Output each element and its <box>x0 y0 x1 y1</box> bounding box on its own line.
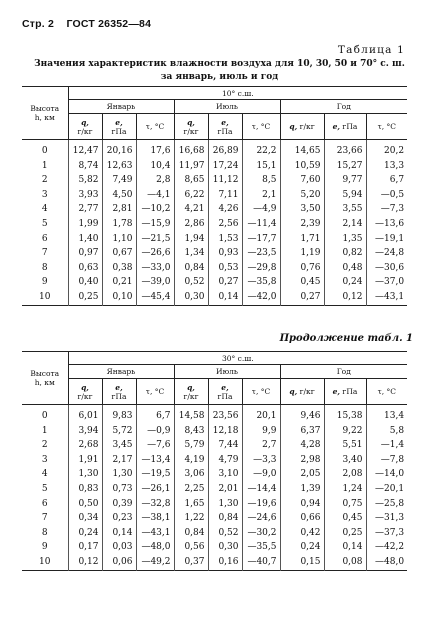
value-cell: —26,6 <box>136 246 174 261</box>
value-cell: 1,53 <box>208 232 242 247</box>
value-cell: 8,74 <box>68 159 102 174</box>
value-cell: —26,1 <box>136 482 174 497</box>
col-tau-year: τ, °С <box>366 114 407 140</box>
value-cell: —33,0 <box>136 261 174 276</box>
height-cell: 10 <box>39 556 51 567</box>
height-cell: 7 <box>41 513 48 524</box>
group-january: Январь <box>68 100 174 114</box>
table-row <box>22 453 407 468</box>
value-cell: 3,40 <box>324 453 366 468</box>
height-cell: 5 <box>41 483 48 494</box>
value-cell: —45,4 <box>136 290 174 305</box>
col-q-jul: q, г/кг <box>174 379 208 405</box>
value-cell: 0,84 <box>174 526 208 541</box>
value-cell: 5,94 <box>324 188 366 203</box>
group-july: Июль <box>174 100 280 114</box>
value-cell: 8,43 <box>174 424 208 439</box>
value-cell: 3,94 <box>68 424 102 439</box>
value-cell: —29,8 <box>242 261 280 276</box>
table-row <box>22 173 407 188</box>
height-cell: 2 <box>41 175 48 186</box>
value-cell: 0,38 <box>102 261 136 276</box>
value-cell: —35,5 <box>242 540 280 555</box>
value-cell: 6,7 <box>136 405 174 424</box>
value-cell: 1,22 <box>174 511 208 526</box>
value-cell: —19,1 <box>366 232 407 247</box>
value-cell: —37,3 <box>366 526 407 541</box>
value-cell: —31,3 <box>366 511 407 526</box>
col-e-year: e, гПа <box>324 114 366 140</box>
value-cell: —24,8 <box>366 246 407 261</box>
value-cell: 2,01 <box>208 482 242 497</box>
value-cell: 22,2 <box>242 140 280 159</box>
value-cell: —19,5 <box>136 467 174 482</box>
value-cell: 0,12 <box>68 555 102 570</box>
height-cell: 1 <box>41 425 48 436</box>
value-cell: 2,7 <box>242 438 280 453</box>
value-cell: 0,83 <box>68 482 102 497</box>
table-row <box>22 405 407 424</box>
value-cell: 0,50 <box>68 497 102 512</box>
value-cell: —24,6 <box>242 511 280 526</box>
value-cell: 2,98 <box>280 453 324 468</box>
value-cell: 10,4 <box>136 159 174 174</box>
value-cell: —0,5 <box>366 188 407 203</box>
table-row <box>22 482 407 497</box>
value-cell: —11,4 <box>242 217 280 232</box>
col-tau-jan: τ, °С <box>136 379 174 405</box>
value-cell: —14,0 <box>366 467 407 482</box>
value-cell: —10,2 <box>136 202 174 217</box>
value-cell: —19,6 <box>242 497 280 512</box>
value-cell: —7,3 <box>366 202 407 217</box>
value-cell: 4,26 <box>208 202 242 217</box>
value-cell: 1,78 <box>102 217 136 232</box>
value-cell: 26,89 <box>208 140 242 159</box>
value-cell: 0,94 <box>280 497 324 512</box>
value-cell: 9,46 <box>280 405 324 424</box>
height-cell: 0 <box>41 146 48 156</box>
value-cell: —30,2 <box>242 526 280 541</box>
value-cell: 0,25 <box>68 290 102 305</box>
table-row <box>22 246 407 261</box>
value-cell: —1,4 <box>366 438 407 453</box>
value-cell: 0,14 <box>208 290 242 305</box>
value-cell: —3,3 <box>242 453 280 468</box>
value-cell: 0,12 <box>324 290 366 305</box>
value-cell: 0,23 <box>102 511 136 526</box>
value-cell: —0,9 <box>136 424 174 439</box>
value-cell: —37,0 <box>366 275 407 290</box>
value-cell: —7,8 <box>366 453 407 468</box>
value-cell: —49,2 <box>136 555 174 570</box>
col-tau-jul: τ, °С <box>242 114 280 140</box>
value-cell: 0,84 <box>208 511 242 526</box>
value-cell: —17,7 <box>242 232 280 247</box>
col-q-jan: q, г/кг <box>68 114 102 140</box>
value-cell: 5,79 <box>174 438 208 453</box>
value-cell: 0,14 <box>324 540 366 555</box>
value-cell: —32,8 <box>136 497 174 512</box>
value-cell: —48,0 <box>136 540 174 555</box>
height-cell: 8 <box>41 527 48 538</box>
value-cell: 4,50 <box>102 188 136 203</box>
value-cell: 1,91 <box>68 453 102 468</box>
col-q-year: q, г/кг <box>280 379 324 405</box>
value-cell: 2,14 <box>324 217 366 232</box>
col-e-jul: e, гПа <box>208 379 242 405</box>
value-cell: 6,22 <box>174 188 208 203</box>
value-cell: 1,30 <box>102 467 136 482</box>
value-cell: 0,75 <box>324 497 366 512</box>
value-cell: 0,30 <box>174 290 208 305</box>
value-cell: 0,37 <box>174 555 208 570</box>
table-row <box>22 275 407 290</box>
value-cell: 10,59 <box>280 159 324 174</box>
value-cell: 0,66 <box>280 511 324 526</box>
height-cell: 0 <box>41 411 48 421</box>
value-cell: 16,68 <box>174 140 208 159</box>
value-cell: —39,0 <box>136 275 174 290</box>
value-cell: 3,06 <box>174 467 208 482</box>
height-cell: 10 <box>39 291 51 302</box>
value-cell: 0,24 <box>280 540 324 555</box>
value-cell: —43,1 <box>136 526 174 541</box>
value-cell: 0,52 <box>208 526 242 541</box>
value-cell: 3,55 <box>324 202 366 217</box>
height-cell: 6 <box>41 498 48 509</box>
value-cell: —13,4 <box>136 453 174 468</box>
height-cell: 2 <box>41 440 48 451</box>
table-row <box>22 526 407 541</box>
value-cell: 0,45 <box>324 511 366 526</box>
value-cell: —30,6 <box>366 261 407 276</box>
value-cell: 4,28 <box>280 438 324 453</box>
value-cell: 9,83 <box>102 405 136 424</box>
value-cell: 1,35 <box>324 232 366 247</box>
group-july: Июль <box>174 365 280 379</box>
value-cell: —20,1 <box>366 482 407 497</box>
group-year: Год <box>280 365 407 379</box>
value-cell: 2,81 <box>102 202 136 217</box>
value-cell: 8,65 <box>174 173 208 188</box>
height-header: Высота h, км <box>22 352 68 405</box>
value-cell: 0,42 <box>280 526 324 541</box>
value-cell: 20,16 <box>102 140 136 159</box>
table-row <box>22 159 407 174</box>
value-cell: 0,63 <box>68 261 102 276</box>
table-row <box>22 140 407 159</box>
value-cell: 4,79 <box>208 453 242 468</box>
value-cell: —4,1 <box>136 188 174 203</box>
table-row <box>22 467 407 482</box>
value-cell: 0,17 <box>68 540 102 555</box>
standard-number: ГОСТ 26352—84 <box>66 18 152 30</box>
col-e-jan: e, гПа <box>102 114 136 140</box>
value-cell: 0,14 <box>102 526 136 541</box>
height-cell: 1 <box>41 160 48 171</box>
value-cell: 9,77 <box>324 173 366 188</box>
value-cell: 1,19 <box>280 246 324 261</box>
table-row <box>22 540 407 555</box>
table-row <box>22 188 407 203</box>
value-cell: 2,1 <box>242 188 280 203</box>
value-cell: 0,93 <box>208 246 242 261</box>
height-cell: 8 <box>41 262 48 273</box>
value-cell: 17,6 <box>136 140 174 159</box>
value-cell: 2,77 <box>68 202 102 217</box>
value-cell: 7,49 <box>102 173 136 188</box>
col-e-year: e, гПа <box>324 379 366 405</box>
value-cell: —35,8 <box>242 275 280 290</box>
height-cell: 4 <box>41 469 48 480</box>
value-cell: 17,24 <box>208 159 242 174</box>
table-caption <box>0 58 439 84</box>
value-cell: 0,82 <box>324 246 366 261</box>
value-cell: 5,72 <box>102 424 136 439</box>
value-cell: 0,21 <box>102 275 136 290</box>
height-cell: 9 <box>41 542 48 553</box>
value-cell: —40,7 <box>242 555 280 570</box>
value-cell: 11,97 <box>174 159 208 174</box>
height-cell: 9 <box>41 277 48 288</box>
group-january: Январь <box>68 365 174 379</box>
value-cell: 5,8 <box>366 424 407 439</box>
value-cell: 6,7 <box>366 173 407 188</box>
value-cell: 3,45 <box>102 438 136 453</box>
value-cell: 0,53 <box>208 261 242 276</box>
value-cell: 0,97 <box>68 246 102 261</box>
table-row <box>22 232 407 247</box>
page-header <box>22 18 151 30</box>
value-cell: 15,27 <box>324 159 366 174</box>
value-cell: 2,68 <box>68 438 102 453</box>
value-cell: 0,30 <box>208 540 242 555</box>
col-e-jan: e, гПа <box>102 379 136 405</box>
value-cell: 0,16 <box>208 555 242 570</box>
value-cell: 1,40 <box>68 232 102 247</box>
value-cell: 12,18 <box>208 424 242 439</box>
value-cell: 0,08 <box>324 555 366 570</box>
table-row <box>22 511 407 526</box>
value-cell: —38,1 <box>136 511 174 526</box>
value-cell: 5,82 <box>68 173 102 188</box>
value-cell: 0,84 <box>174 261 208 276</box>
value-cell: —14,4 <box>242 482 280 497</box>
height-cell: 3 <box>41 189 48 200</box>
table-label: Таблица 1 <box>337 44 405 56</box>
value-cell: 0,39 <box>102 497 136 512</box>
col-tau-year: τ, °С <box>366 379 407 405</box>
value-cell: 23,66 <box>324 140 366 159</box>
value-cell: 0,24 <box>68 526 102 541</box>
value-cell: 20,2 <box>366 140 407 159</box>
value-cell: 3,93 <box>68 188 102 203</box>
value-cell: 0,24 <box>324 275 366 290</box>
value-cell: 1,24 <box>324 482 366 497</box>
value-cell: 6,37 <box>280 424 324 439</box>
value-cell: 4,21 <box>174 202 208 217</box>
value-cell: 7,11 <box>208 188 242 203</box>
humidity-table-30n <box>22 351 407 571</box>
value-cell: 7,60 <box>280 173 324 188</box>
value-cell: —9,0 <box>242 467 280 482</box>
value-cell: 23,56 <box>208 405 242 424</box>
value-cell: 0,03 <box>102 540 136 555</box>
value-cell: 2,17 <box>102 453 136 468</box>
value-cell: 1,34 <box>174 246 208 261</box>
height-cell: 6 <box>41 233 48 244</box>
value-cell: 2,56 <box>208 217 242 232</box>
col-q-year: q, г/кг <box>280 114 324 140</box>
value-cell: 0,48 <box>324 261 366 276</box>
table-row <box>22 438 407 453</box>
value-cell: 6,01 <box>68 405 102 424</box>
value-cell: 0,56 <box>174 540 208 555</box>
value-cell: 7,44 <box>208 438 242 453</box>
value-cell: 0,25 <box>324 526 366 541</box>
value-cell: 0,76 <box>280 261 324 276</box>
value-cell: —48,0 <box>366 555 407 570</box>
value-cell: —42,0 <box>242 290 280 305</box>
value-cell: 9,22 <box>324 424 366 439</box>
table-row <box>22 202 407 217</box>
value-cell: —42,2 <box>366 540 407 555</box>
continuation-label: Продолжение табл. 1 <box>279 333 413 344</box>
value-cell: 12,47 <box>68 140 102 159</box>
value-cell: 1,30 <box>68 467 102 482</box>
value-cell: —4,9 <box>242 202 280 217</box>
value-cell: 3,50 <box>280 202 324 217</box>
value-cell: —7,6 <box>136 438 174 453</box>
value-cell: —15,9 <box>136 217 174 232</box>
value-cell: 2,05 <box>280 467 324 482</box>
table-row <box>22 217 407 232</box>
value-cell: —21,5 <box>136 232 174 247</box>
value-cell: 15,38 <box>324 405 366 424</box>
value-cell: 2,86 <box>174 217 208 232</box>
humidity-table-10n <box>22 86 407 306</box>
value-cell: 0,45 <box>280 275 324 290</box>
value-cell: —43,1 <box>366 290 407 305</box>
value-cell: 13,3 <box>366 159 407 174</box>
value-cell: 0,27 <box>208 275 242 290</box>
value-cell: 0,34 <box>68 511 102 526</box>
col-tau-jan: τ, °С <box>136 114 174 140</box>
height-cell: 7 <box>41 248 48 259</box>
value-cell: 5,20 <box>280 188 324 203</box>
value-cell: 4,19 <box>174 453 208 468</box>
caption-line-2: за январь, июль и год <box>160 72 279 82</box>
caption-line-1: Значения характеристик влажности воздуха для 10, 30, 50 и 70° с. ш. <box>34 59 405 69</box>
value-cell: —25,8 <box>366 497 407 512</box>
value-cell: 0,15 <box>280 555 324 570</box>
table-row <box>22 555 407 570</box>
value-cell: 20,1 <box>242 405 280 424</box>
value-cell: 11,12 <box>208 173 242 188</box>
table-row <box>22 261 407 276</box>
value-cell: 0,10 <box>102 290 136 305</box>
value-cell: 12,63 <box>102 159 136 174</box>
table-row <box>22 424 407 439</box>
value-cell: 1,99 <box>68 217 102 232</box>
height-cell: 3 <box>41 454 48 465</box>
page-number: Стр. 2 <box>22 18 55 30</box>
value-cell: 13,4 <box>366 405 407 424</box>
col-tau-jul: τ, °С <box>242 379 280 405</box>
value-cell: 1,71 <box>280 232 324 247</box>
col-q-jan: q, г/кг <box>68 379 102 405</box>
group-year: Год <box>280 100 407 114</box>
value-cell: 8,5 <box>242 173 280 188</box>
latitude-header: 30° с.ш. <box>68 352 407 365</box>
value-cell: 0,27 <box>280 290 324 305</box>
value-cell: 9,9 <box>242 424 280 439</box>
latitude-header: 10° с.ш. <box>68 87 407 100</box>
value-cell: 1,30 <box>208 497 242 512</box>
table-row <box>22 497 407 512</box>
value-cell: 2,8 <box>136 173 174 188</box>
value-cell: 0,40 <box>68 275 102 290</box>
value-cell: 0,52 <box>174 275 208 290</box>
value-cell: 2,25 <box>174 482 208 497</box>
value-cell: 1,94 <box>174 232 208 247</box>
value-cell: 3,10 <box>208 467 242 482</box>
value-cell: 0,73 <box>102 482 136 497</box>
col-q-jul: q, г/кг <box>174 114 208 140</box>
value-cell: —23,5 <box>242 246 280 261</box>
value-cell: 1,10 <box>102 232 136 247</box>
value-cell: 14,65 <box>280 140 324 159</box>
height-cell: 4 <box>41 204 48 215</box>
value-cell: 14,58 <box>174 405 208 424</box>
value-cell: —13,6 <box>366 217 407 232</box>
height-header: Высота h, км <box>22 87 68 140</box>
height-cell: 5 <box>41 218 48 229</box>
value-cell: 1,39 <box>280 482 324 497</box>
value-cell: 0,06 <box>102 555 136 570</box>
value-cell: 2,08 <box>324 467 366 482</box>
col-e-jul: e, гПа <box>208 114 242 140</box>
value-cell: 0,67 <box>102 246 136 261</box>
value-cell: 2,39 <box>280 217 324 232</box>
value-cell: 5,51 <box>324 438 366 453</box>
table-row <box>22 290 407 305</box>
value-cell: 15,1 <box>242 159 280 174</box>
value-cell: 1,65 <box>174 497 208 512</box>
